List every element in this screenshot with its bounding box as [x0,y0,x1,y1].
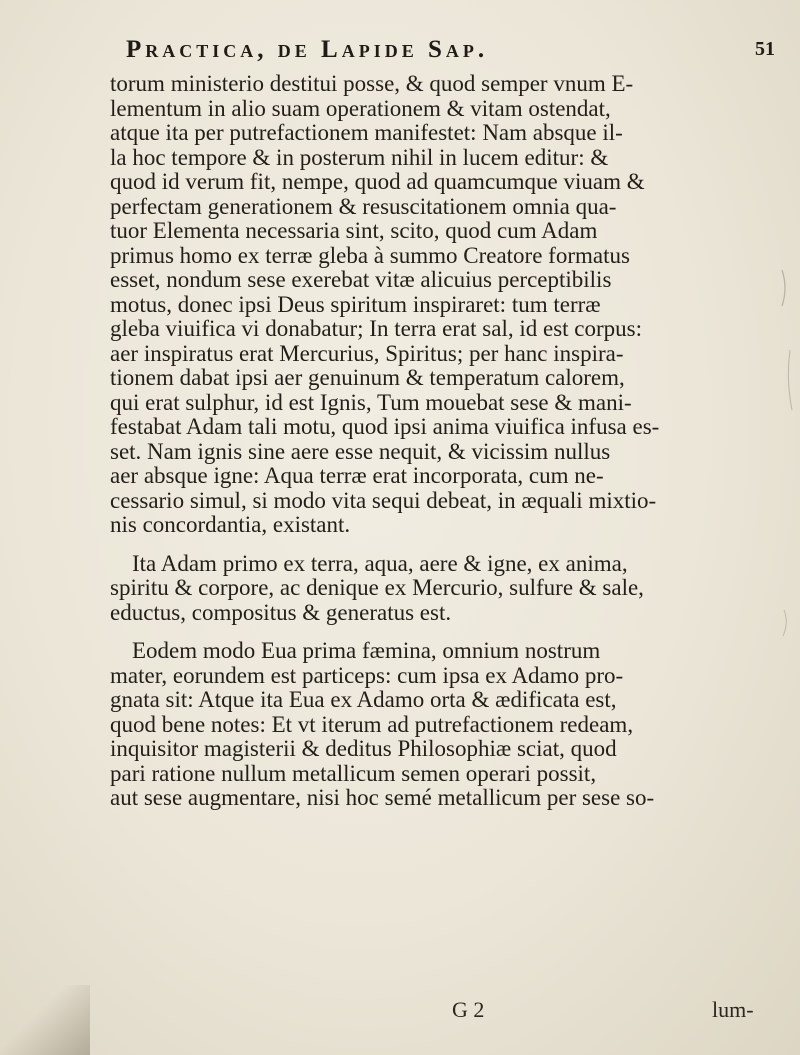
text-line: cessario simul, si modo vita sequi debeat, in æquali mixtio- [110,487,657,513]
text-line: aer absque igne: Aqua terræ erat incorporata, cum ne- [110,463,604,488]
text-line: nis concordantia, existant. [110,512,351,537]
text-line: lementum in alio suam operationem & vitam ostendat, [110,95,611,121]
text-line: gleba viuifica vi donabatur; In terra erat sal, id est corpus: [110,316,642,341]
text-line: quod id verum fit, nempe, quod ad quamcumque viuam & [110,169,645,194]
text-line: qui erat sulphur, id est Ignis, Tum mouebat sese & mani- [110,389,632,415]
margin-stains [670,230,800,880]
text-line: gnata sit: Atque ita Eua ex Adamo orta & ædificata est, [110,687,617,712]
text-line: tuor Elementa necessaria sint, scito, quod cum Adam [110,218,598,243]
text-line: festabat Adam tali motu, quod ipsi anima viuifica infusa es- [110,414,660,439]
text-line: aut sese augmentare, nisi hoc semé metallicum per sese so- [110,785,655,810]
text-line: pari ratione nullum metallicum semen operari possit, [110,760,597,786]
text-line: perfectam generationem & resuscitationem omnia qua- [110,193,617,219]
page-corner-shadow [0,985,90,1055]
text-line: motus, donec ipsi Deus spiritum inspiraret: tum terræ [110,291,601,317]
text-line: set. Nam ignis sine aere esse nequit, & vicissim nullus [110,438,611,464]
text-line: primus homo ex terræ gleba à summo Creatore formatus [110,242,630,268]
text-line: torum ministerio destitui posse, & quod semper vnum E- [110,71,634,96]
text-line: quod bene notes: Et vt iterum ad putrefactionem redeam, [110,711,634,737]
text-line: atque ita per putrefactionem manifestet: Nam absque il- [110,120,623,145]
page-footer [0,997,800,1027]
text-line: tionem dabat ipsi aer genuinum & temperatum calorem, [110,365,625,390]
page-number: 51 [755,38,775,60]
signature-mark: G 2 [452,997,485,1022]
text-line: aer inspiratus erat Mercurius, Spiritus; per hanc inspira- [110,340,624,366]
text-line: spiritu & corpore, ac denique ex Mercurio, sulfure & sale, [110,575,644,600]
running-title: Practica, de Lapide Sap. [126,36,489,63]
page-header [0,36,800,76]
catchword: lum- [712,997,754,1022]
text-line: Ita Adam primo ex terra, aqua, aere & igne, ex anima, [132,550,628,576]
text-line: eductus, compositus & generatus est. [110,599,452,625]
text-line: inquisitor magisterii & deditus Philosophiæ sciat, quod [110,736,617,761]
text-line: mater, eorundem est particeps: cum ipsa ex Adamo pro- [110,662,624,688]
text-line: la hoc tempore & in posterum nihil in lucem editur: & [110,144,609,170]
text-line: esset, nondum sese exerebat vitæ alicuius perceptibilis [110,267,612,292]
text-line: Eodem modo Eua prima fæmina, omnium nostrum [132,638,601,663]
